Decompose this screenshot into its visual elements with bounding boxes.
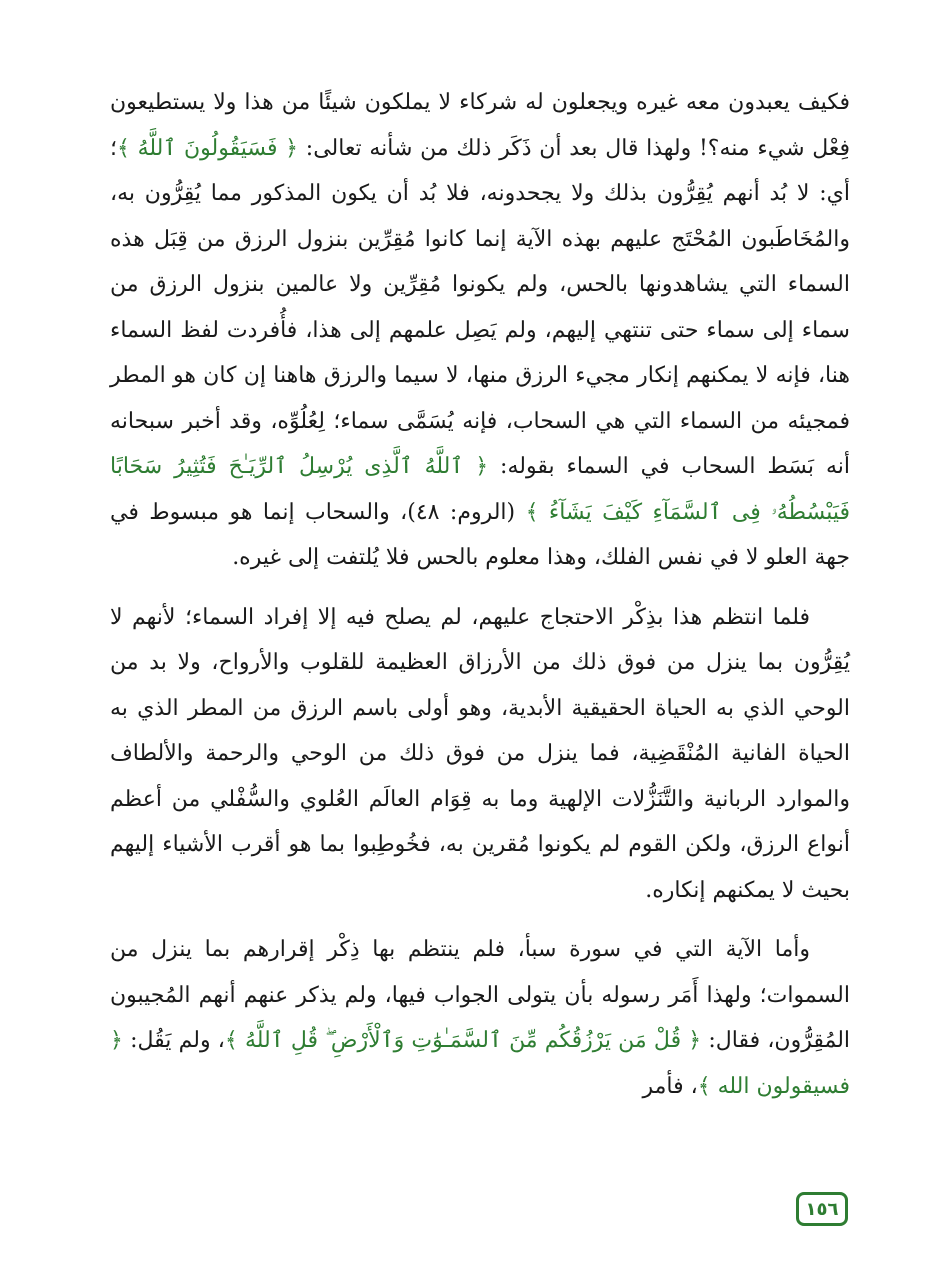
body-text: فلما انتظم هذا بذِكْر الاحتجاج عليهم، لم يصلح فيه إلا إفراد السماء؛ لأنهم لا يُقِرُّون بما ينزل من فوق ذلك من الأرزاق العظيمة للقلوب والأرواح، ولا بد من الوحي الذي به الحياة الحقيقية الأبدية، وهو أولى باسم الرزق من المطر الذي به الحياة الفانية المُنْقَضِية، فما ينزل من فوق ذلك من الوحي والرحمة والألطاف والموارد الربانية والتَّنَزُّلات الإلهية وما به قِوَام العالَم العُلوي والسُّفْلي من أعظم أنواع الرزق، ولكن القوم لم يكونوا مُقرين به، فخُوطِبوا بما هو أقرب الأشياء إليهم بحيث لا يمكنهم إنكاره. [110,604,850,903]
quran-verse: ﴿ قُلْ مَن يَرْزُقُكُم مِّنَ ٱلسَّمَـٰوَٰتِ وَٱلْأَرْضِ ۖ قُلِ ٱللَّهُ ﴾ [224,1028,702,1053]
paragraph-2 [110,595,850,914]
quran-verse: ﴿ فَسَيَقُولُونَ ٱللَّهُ ﴾ [117,135,299,161]
body-text: فكيف يعبدون معه غيره ويجعلون له شركاء لا يملكون شيئًا من هذا ولا يستطيعون فِعْل شيء منه؟! ولهذا قال بعد أن ذَكَر ذلك من شأنه تعالى: [110,90,851,161]
body-text: ، فأمر [642,1073,698,1099]
body-text: (الروم: ٤٨)، والسحاب إنما هو مبسوط في جهة العلو لا في نفس الفلك، وهذا معلوم بالحس فلا يُلتفت إلى غيره. [110,499,850,570]
body-text: وأما الآية التي في سورة سبأ، فلم ينتظم بها ذِكْر إقرارهم بما ينزل من السموات؛ ولهذا أَمَر رسوله بأن يتولى الجواب فيها، ولم يذكر عنهم أنهم المُجيبون المُقِرُّون، فقال: [110,937,851,1053]
page-body [110,80,850,1109]
page-number-text: ١٥٦ [805,1198,839,1220]
body-text: ، ولم يَقُل: [122,1028,225,1053]
body-text: ؛ أي: لا بُد أنهم يُقِرُّون بذلك ولا يجحدونه، فلا بُد أن يكون المذكور مما يُقِرُّون به، والمُخَاطَبون المُحْتَج عليهم بهذه الآية إنما كانوا مُقِرِّين بنزول الرزق من قِبَل هذه السماء التي يشاهدونها بالحس، ولم يكونوا مُقِرِّين ولا عالمين بنزول الرزق من سماء إلى سماء حتى تنتهي إليهم، ولم يَصِل علمهم إلى هذا، فأُفردت لفظ السماء هنا، فإنه لا يمكنهم إنكار مجيء الرزق منها، لا سيما والرزق هاهنا إن كان هو المطر فمجيئه من السماء التي هي السحاب، فإنه يُسَمَّى سماء؛ لِعُلُوِّه، وقد أخبر سبحانه أنه بَسَط السحاب في السماء بقوله: [110,135,850,479]
quran-verse: ﴿ فسيقولون الله ﴾ [110,1028,850,1099]
paragraph-1 [110,80,850,581]
quran-verse: ﴿ ٱللَّهُ ٱلَّذِى يُرْسِلُ ٱلرِّيَـٰحَ فَتُثِيرُ سَحَابًا فَيَبْسُطُهُۥ فِى ٱلسَّمَآءِ كَيْفَ يَشَآءُ ﴾ [110,454,850,525]
page-number [796,1192,848,1226]
paragraph-3 [110,927,850,1109]
